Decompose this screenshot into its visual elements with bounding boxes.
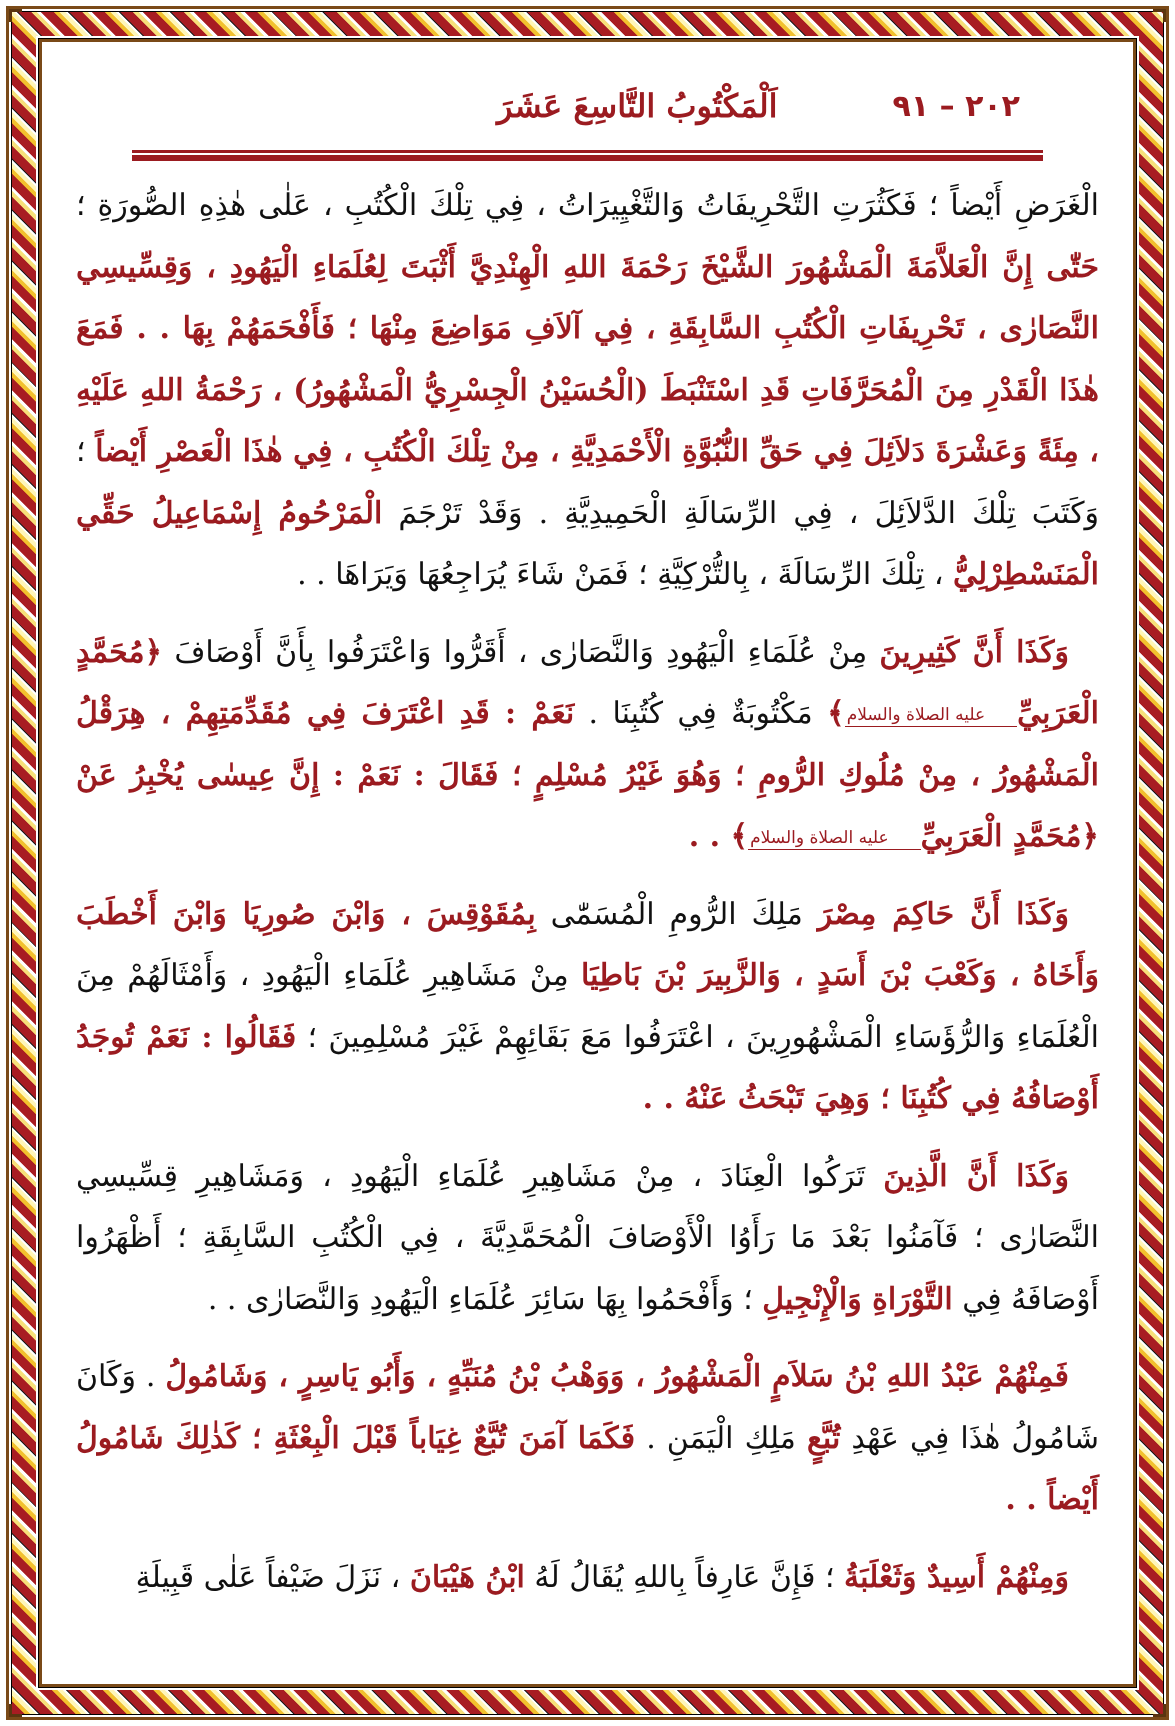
salawat-calligraphy-icon: عليه الصلاة والسلام	[748, 827, 920, 850]
paragraph	[76, 1146, 1099, 1331]
body-text-segment: الْغَرَضِ أَيْضاً ؛ فَكَثُرَتِ التَّحْرِيفَاتُ وَالتَّغْيِيرَاتُ ، فِي تِلْكَ الْكُتُبِ ، عَلٰى هٰذِهِ الصُّورَةِ ؛	[76, 188, 1099, 223]
corner-ornament-icon	[9, 9, 22, 22]
body-text-segment: مَلِكِ الْيَمَنِ .	[635, 1420, 807, 1456]
body-text-segment: ، نَزَلَ ضَيْفاً عَلٰى قَبِيلَةِ	[135, 1559, 410, 1595]
page-number: ٢٠٢ – ٩١	[892, 88, 1020, 124]
body-text-segment: ، تِلْكَ الرِّسَالَةَ ، بِالتُّرْكِيَّةِ ؛ فَمَنْ شَاءَ يُرَاجِعُهَا وَيَرَاهَا . .	[297, 557, 954, 592]
body-text	[76, 175, 1099, 1624]
body-text-segment: ؛ وَأَفْحَمُوا بِهَا سَائِرَ عُلَمَاءِ الْيَهُودِ وَالنَّصَارٰى . .	[207, 1281, 763, 1317]
body-text-segment: ؛ فَإِنَّ عَارِفاً بِاللهِ يُقَالُ لَهُ	[524, 1559, 845, 1595]
highlighted-text: التَّوْرَاةِ وَالْإِنْجِيلِ	[762, 1281, 953, 1317]
body-text-segment: تَرَكُوا الْعِنَادَ ، مِنْ مَشَاهِيرِ عُلَمَاءِ الْيَهُودِ ، وَمَشَاهِيرِ قِسِّيسِي النَّصَارٰى ؛ فَآمَنُوا بَعْدَ مَا رَأَوُا الْأَوْصَافَ الْمُحَمَّدِيَّةَ ، فِي الْكُتُبِ السَّابِقَةِ ؛ أَظْهَرُوا أَوْصَافَهُ فِي	[76, 1158, 1099, 1317]
highlighted-text: فَكَمَا آمَنَ تُبَّعٌ غِيَاباً قَبْلَ الْبِعْثَةِ ؛ كَذٰلِكَ شَامُولُ أَيْضاً . .	[76, 1420, 1099, 1517]
body-text-segment: مِنْ مَشَاهِيرِ عُلَمَاءِ الْيَهُودِ ، وَأَمْثَالَهُمْ مِنَ الْعُلَمَاءِ وَالرُّؤَسَاءِ الْمَشْهُورِينَ ، اعْتَرَفُوا مَعَ بَقَائِهِمْ غَيْرَ مُسْلِمِينَ ؛	[76, 958, 1100, 1055]
highlighted-text: حَتّٰى إِنَّ الْعَلاَّمَةَ الْمَشْهُورَ الشَّيْخَ رَحْمَةَ اللهِ الْهِنْدِيَّ أَثْبَتَ لِعُلَمَاءِ الْيَهُودِ ، وَقِسِّيسِي النَّصَارٰى ، تَحْرِيفَاتِ الْكُتُبِ السَّابِقَةِ ، فِي آلاَفِ مَوَاضِعَ مِنْهَا ؛ فَأَفْحَمَهُمْ بِهَا . . فَمَعَ هٰذَا الْقَدْرِ مِنَ الْمُحَرَّفَاتِ قَدِ اسْتَنْبَطَ (الْحُسَيْنُ الْجِسْرِيُّ الْمَشْهُورُ) ، رَحْمَةُ اللهِ عَلَيْهِ ، مِئَةً وَعَشْرَةَ دَلاَئِلَ فِي حَقِّ النُّبُوَّةِ الْأَحْمَدِيَّةِ ، مِنْ تِلْكَ الْكُتُبِ ، فِي هٰذَا الْعَصْرِ أَيْضاً	[76, 249, 1099, 469]
salawat-calligraphy-icon: عليه الصلاة والسلام	[845, 704, 1017, 727]
highlighted-text: فَقَالُوا : نَعَمْ تُوجَدُ أَوْصَافُهُ فِي كُتُبِنَا ؛ وَهِيَ تَبْحَثُ عَنْهُ . .	[76, 1019, 1099, 1116]
highlighted-text: نَعَمْ : قَدِ اعْتَرَفَ فِي مُقَدِّمَتِهِمْ ، هِرَقْلُ الْمَشْهُورُ ، مِنْ مُلُوكِ الرُّومِ ؛ وَهُوَ غَيْرُ مُسْلِمٍ ؛ فَقَالَ : نَعَمْ : إِنَّ عِيسٰى يُخْبِرُ عَنْ ﴿مُحَمَّدٍ الْعَرَبِيِّ	[76, 696, 1099, 854]
paragraph	[76, 1346, 1099, 1531]
paragraph	[76, 175, 1099, 606]
highlighted-text: ابْنُ هَيْبَانَ	[409, 1559, 525, 1595]
body-text-segment: مِنْ عُلَمَاءِ الْيَهُودِ وَالنَّصَارٰى ، أَقَرُّوا وَاعْتَرَفُوا بِأَنَّ أَوْصَافَ	[162, 634, 880, 670]
highlighted-text: ﴾	[827, 696, 845, 731]
highlighted-text: تُبَّعٍ	[806, 1420, 841, 1456]
header-divider	[132, 150, 1043, 160]
paragraph	[76, 884, 1099, 1130]
highlighted-text: وَكَذَا أَنَّ الَّذِينَ	[883, 1158, 1069, 1194]
highlighted-text: ﴿مُحَمَّدٍ الْعَرَبِيِّ	[76, 634, 1100, 731]
body-text-segment: مَلِكَ الرُّومِ الْمُسَمّٰى	[535, 896, 818, 932]
corner-ornament-icon	[1153, 1704, 1166, 1717]
chapter-title: اَلْمَكْتُوبُ التَّاسِعَ عَشَرَ	[496, 87, 778, 125]
highlighted-text: وَمِنْهُمْ أَسِيدٌ وَثَعْلَبَةُ	[844, 1559, 1069, 1595]
body-text-segment: مَكْتُوبَةٌ فِي كُتُبِنَا .	[574, 696, 828, 731]
page-header	[130, 82, 1045, 130]
highlighted-text: فَمِنْهُمْ عَبْدُ اللهِ بْنُ سَلاَمٍ الْمَشْهُورُ ، وَوَهْبُ بْنُ مُنَبِّهٍ ، وَأَبُو يَاسِرٍ ، وَشَامُولُ	[165, 1359, 1069, 1394]
highlighted-text: وَكَذَا أَنَّ كَثِيرِينَ	[879, 634, 1069, 670]
corner-ornament-icon	[9, 1704, 22, 1717]
body-text-segment: ؛ وَكَتَبَ تِلْكَ الدَّلاَئِلَ ، فِي الرِّسَالَةِ الْحَمِيدِيَّةِ . وَقَدْ تَرْجَمَ	[76, 434, 1099, 531]
highlighted-text: بِمُقَوْقِسَ ، وَابْنَ صُورِيَا وَابْنَ أَخْطَبَ وَأَخَاهُ ، وَكَعْبَ بْنَ أَسَدٍ ، وَالزَّبِيرَ بْنَ بَاطِيَا	[76, 896, 1100, 993]
corner-ornament-icon	[1153, 9, 1166, 22]
highlighted-text: الْمَرْحُومُ إِسْمَاعِيلُ حَقِّي الْمَنَسْطِرْلِيُّ	[76, 495, 1099, 592]
highlighted-text: وَكَذَا أَنَّ حَاكِمَ مِصْرَ	[817, 896, 1070, 932]
paragraph	[76, 1547, 1099, 1609]
highlighted-text: ﴾ . .	[688, 819, 749, 854]
body-text-segment: . وَكَانَ شَامُولُ هٰذَا فِي عَهْدِ	[76, 1359, 1099, 1456]
paragraph	[76, 622, 1099, 868]
